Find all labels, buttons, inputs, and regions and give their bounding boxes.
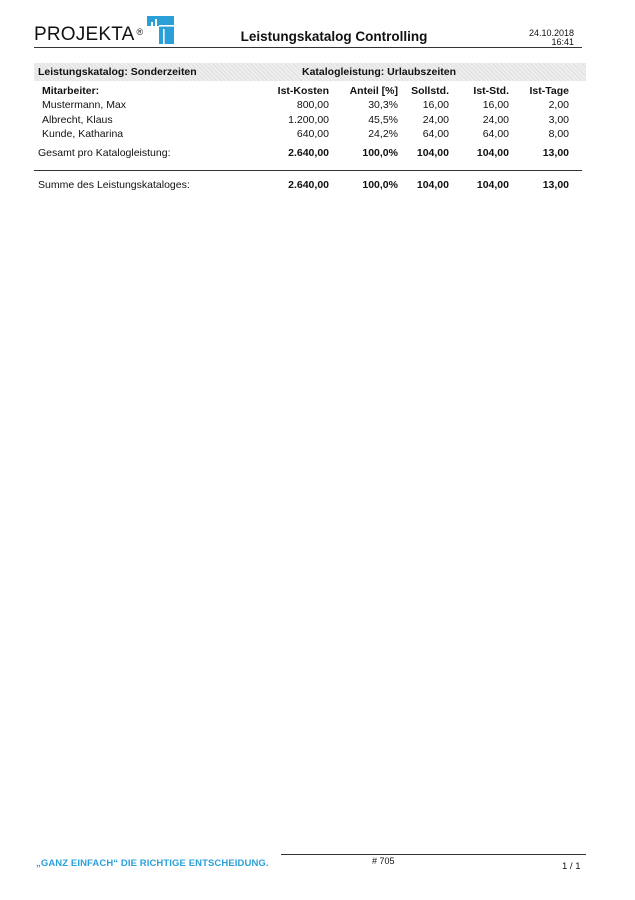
- anteil-value: 45,5%: [368, 114, 398, 126]
- table-row: [34, 99, 586, 113]
- page-number: 1 / 1: [562, 861, 581, 872]
- sum-anteil: 100,0%: [362, 179, 398, 191]
- total-ist-kosten: 2.640,00: [288, 147, 329, 159]
- employee-name: Mustermann, Max: [42, 99, 127, 111]
- ist-std-value: 24,00: [482, 114, 509, 126]
- ist-kosten-value: 1.200,00: [288, 114, 329, 126]
- report-datetime: [529, 29, 574, 47]
- total-ist-tage: 13,00: [542, 147, 569, 159]
- sollstd-value: 64,00: [422, 128, 449, 140]
- summary-divider: [34, 170, 582, 171]
- report-header: [34, 16, 582, 48]
- ist-std-value: 16,00: [482, 99, 509, 111]
- table-row: [34, 128, 586, 142]
- logo-registered-mark: ®: [136, 27, 144, 37]
- catalog-label: Leistungskatalog: Sonderzeiten: [38, 66, 197, 78]
- anteil-value: 24,2%: [368, 128, 398, 140]
- table-header: [34, 85, 586, 99]
- sum-ist-std: 104,00: [476, 179, 509, 191]
- table-row: [34, 114, 586, 128]
- sum-ist-kosten: 2.640,00: [288, 179, 329, 191]
- footer-slogan: „GANZ EINFACH“ DIE RICHTIGE ENTSCHEIDUNG.: [36, 858, 269, 869]
- sum-sollstd: 104,00: [416, 179, 449, 191]
- ist-tage-value: 2,00: [548, 99, 569, 111]
- total-sollstd: 104,00: [416, 147, 449, 159]
- category-bar: [34, 63, 586, 81]
- sum-label: Summe des Leistungskataloges:: [38, 179, 190, 191]
- ist-kosten-value: 800,00: [296, 99, 329, 111]
- header-mitarbeiter: Mitarbeiter:: [42, 85, 100, 97]
- sum-row: [34, 179, 586, 193]
- service-label: Katalogleistung: Urlaubszeiten: [302, 66, 457, 78]
- total-label: Gesamt pro Katalogleistung:: [38, 147, 171, 159]
- anteil-value: 30,3%: [368, 99, 398, 111]
- header-ist-std: Ist-Std.: [473, 85, 509, 97]
- document-number: # 705: [372, 856, 395, 866]
- sollstd-value: 16,00: [422, 99, 449, 111]
- employee-name: Kunde, Katharina: [42, 128, 124, 140]
- sollstd-value: 24,00: [422, 114, 449, 126]
- total-row: [34, 147, 586, 161]
- header-anteil: Anteil [%]: [349, 85, 398, 97]
- logo-text: PROJEKTA: [34, 24, 135, 45]
- header-ist-kosten: Ist-Kosten: [277, 85, 329, 97]
- report-date: 24.10.2018: [528, 28, 574, 38]
- footer-divider: [281, 854, 586, 855]
- header-ist-tage: Ist-Tage: [529, 85, 569, 97]
- ist-tage-value: 8,00: [548, 128, 569, 140]
- sum-ist-tage: 13,00: [542, 179, 569, 191]
- employee-name: Albrecht, Klaus: [42, 114, 113, 126]
- ist-tage-value: 3,00: [548, 114, 569, 126]
- header-sollstd: Sollstd.: [411, 85, 449, 97]
- total-anteil: 100,0%: [362, 147, 398, 159]
- ist-std-value: 64,00: [482, 128, 509, 140]
- total-ist-std: 104,00: [476, 147, 509, 159]
- ist-kosten-value: 640,00: [296, 128, 329, 140]
- report-title: Leistungskatalog Controlling: [240, 29, 428, 44]
- report-time: 16:41: [551, 37, 574, 47]
